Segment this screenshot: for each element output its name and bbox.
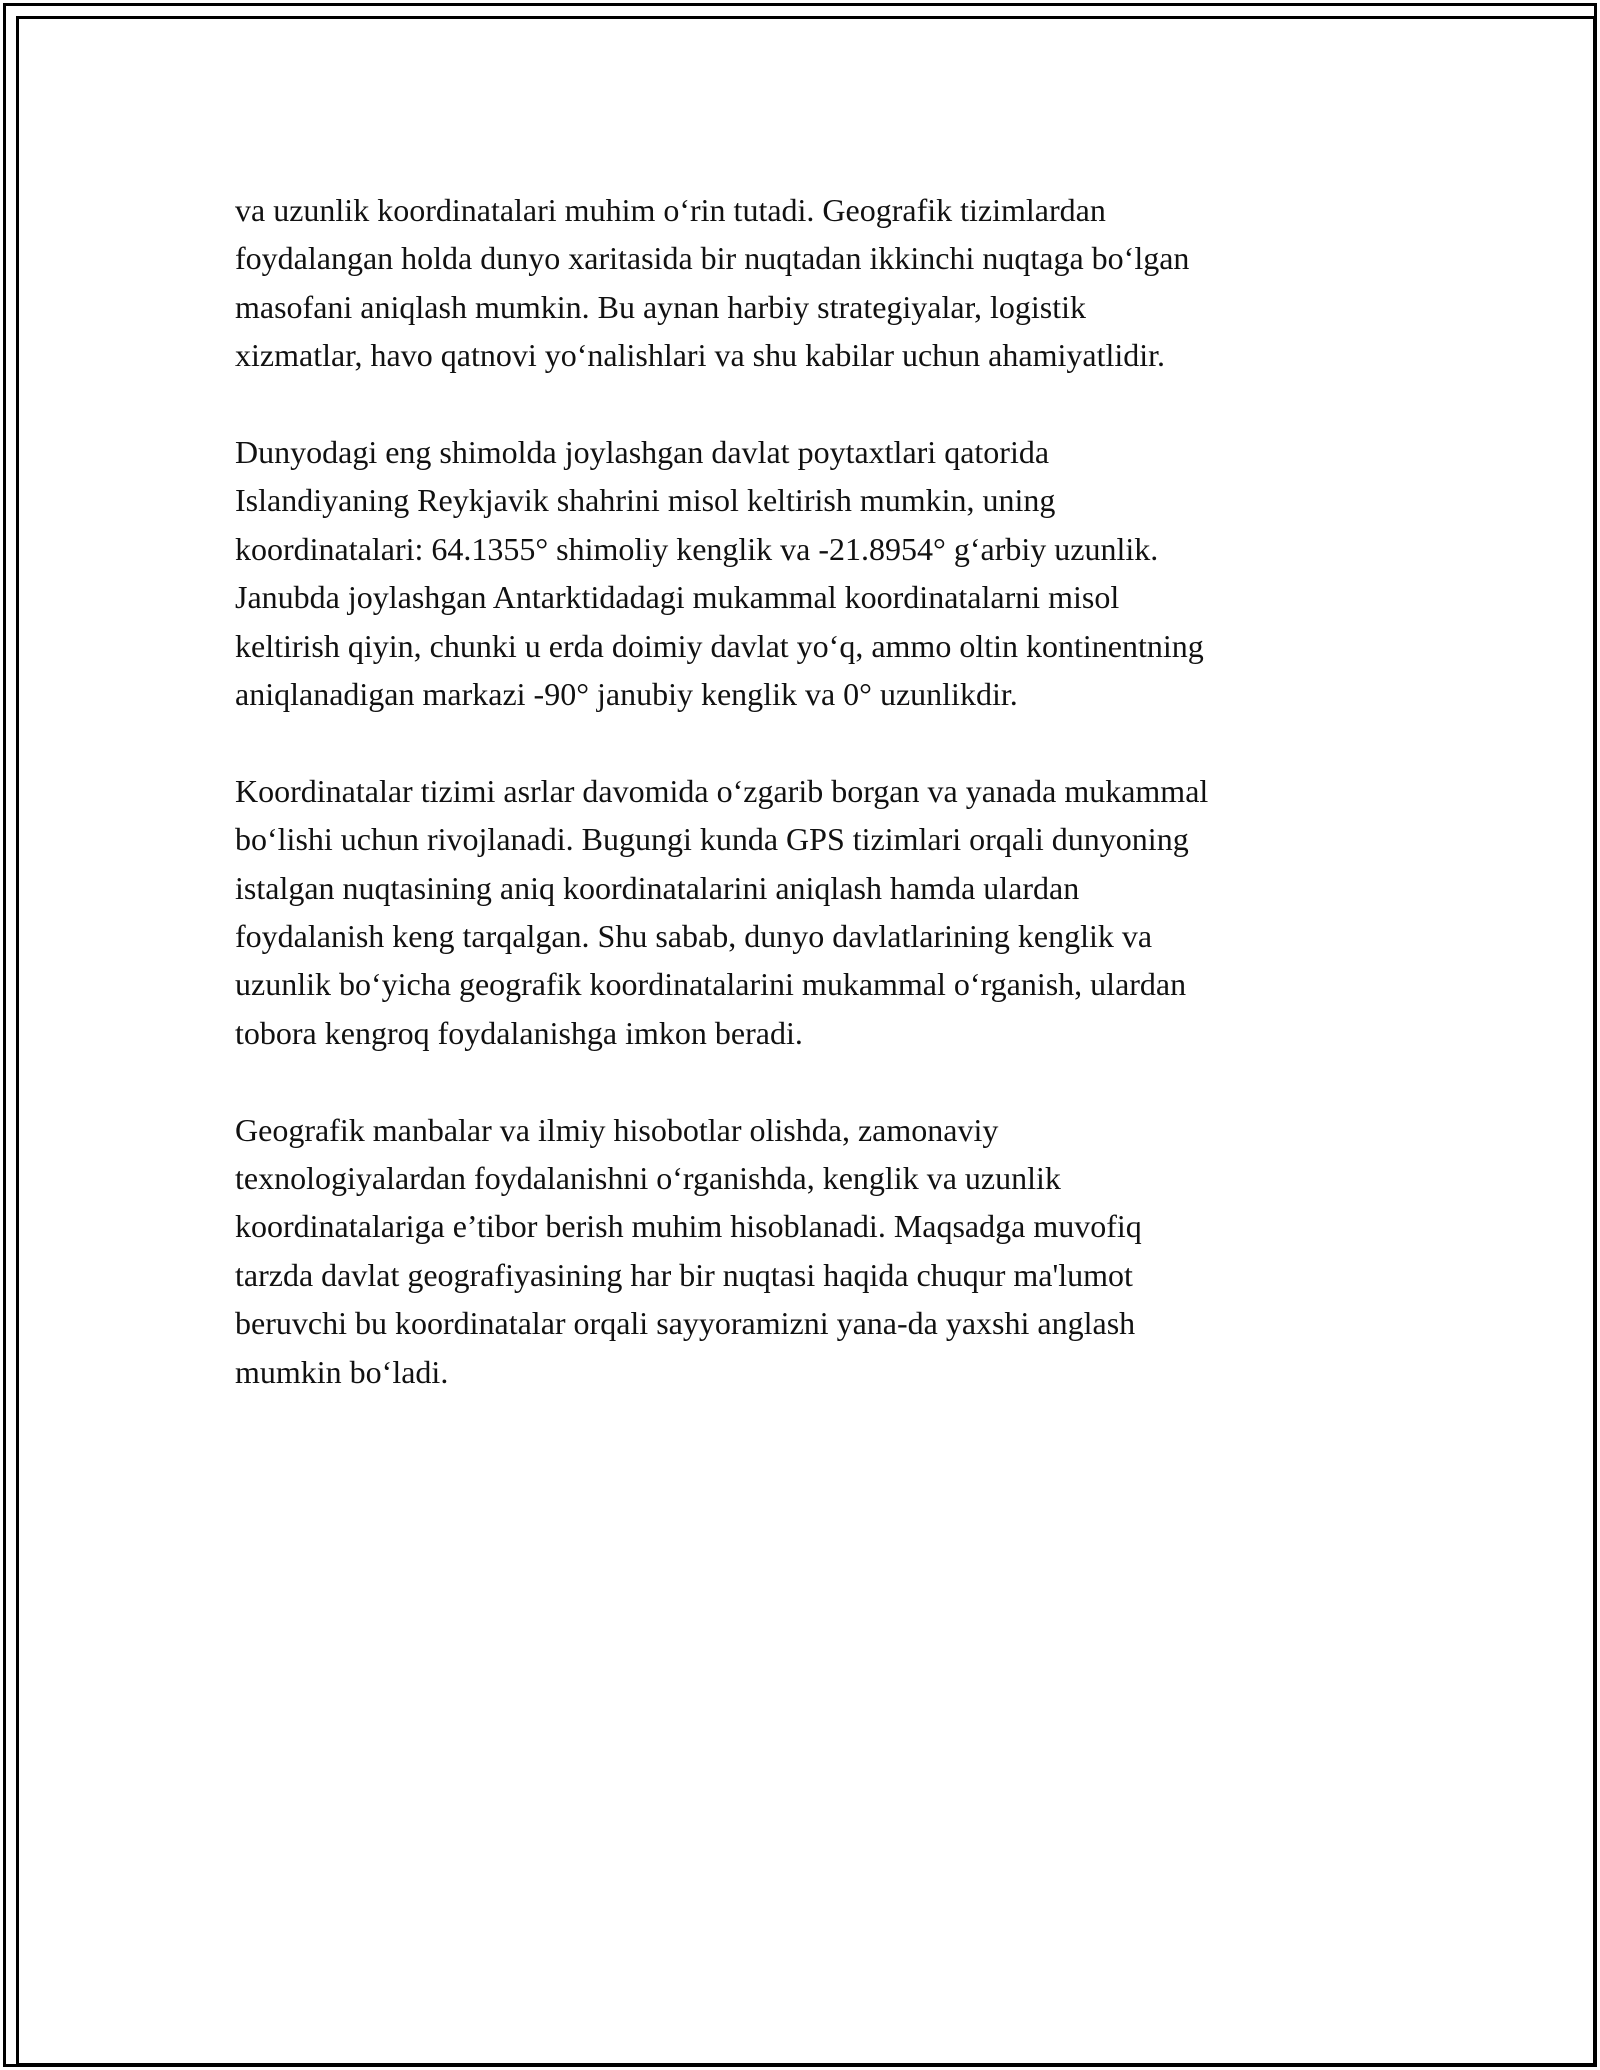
text-line: va uzunlik koordinatalari muhim o‘rin tutadi. Geografik tizimlardan	[235, 192, 1106, 228]
text-line: tobora kengroq foydalanishga imkon beradi.	[235, 1014, 803, 1051]
document-body	[235, 186, 1365, 1445]
text-line: Dunyodagi eng shimolda joylashgan davlat poytaxtlari qatorida	[235, 434, 1050, 471]
text-line: foydalanish keng tarqalgan. Shu sabab, dunyo davlatlarining kenglik va	[235, 918, 1153, 955]
text-line: beruvchi bu koordinatalar orqali sayyoramizni yana-da yaxshi anglash	[235, 1305, 1136, 1342]
text-line: masofani aniqlash mumkin. Bu aynan harbiy strategiyalar, logistik	[235, 288, 1086, 325]
text-line: tarzda davlat geografiyasining har bir nuqtasi haqida chuqur ma'lumot	[235, 1256, 1133, 1293]
text-line: foydalangan holda dunyo xaritasida bir nuqtadan ikkinchi nuqtaga bo‘lgan	[235, 240, 1190, 277]
text-line: istalgan nuqtasining aniq koordinatalarini aniqlash hamda ulardan	[235, 869, 1080, 906]
paragraph-geographic-sources	[235, 1106, 1365, 1396]
text-line: texnologiyalardan foydalanishni o‘rganishda, kenglik va uzunlik	[235, 1160, 1061, 1197]
text-line: bo‘lishi uchun rivojlanadi. Bugungi kunda GPS tizimlari orqali dunyoning	[235, 821, 1189, 858]
text-line: aniqlanadigan markazi -90° janubiy kenglik va 0° uzunlikdir.	[235, 676, 1018, 713]
text-line: xizmatlar, havo qatnovi yo‘nalishlari va shu kabilar uchun ahamiyatlidir.	[235, 337, 1166, 374]
paragraph-coordinate-system-development	[235, 767, 1365, 1057]
paragraph-northern-southern-examples	[235, 428, 1365, 718]
paragraph-coordinates-importance	[235, 186, 1365, 380]
text-line: keltirish qiyin, chunki u erda doimiy davlat yo‘q, ammo oltin kontinentning	[235, 627, 1204, 664]
text-line: Islandiyaning Reykjavik shahrini misol keltirish mumkin, uning	[235, 482, 1056, 519]
text-line: Geografik manbalar va ilmiy hisobotlar olishda, zamonaviy	[235, 1111, 999, 1148]
text-line: koordinatalariga e’tibor berish muhim hisoblanadi. Maqsadga muvofiq	[235, 1208, 1142, 1245]
text-line: mumkin bo‘ladi.	[235, 1353, 449, 1390]
text-line: Koordinatalar tizimi asrlar davomida o‘zgarib borgan va yanada mukammal	[235, 772, 1209, 809]
text-line: koordinatalari: 64.1355° shimoliy kenglik va -21.8954° g‘arbiy uzunlik.	[235, 530, 1159, 567]
text-line: Janubda joylashgan Antarktidadagi mukammal koordinatalarni misol	[235, 579, 1120, 616]
text-line: uzunlik bo‘yicha geografik koordinatalarini mukammal o‘rganish, ulardan	[235, 966, 1187, 1003]
